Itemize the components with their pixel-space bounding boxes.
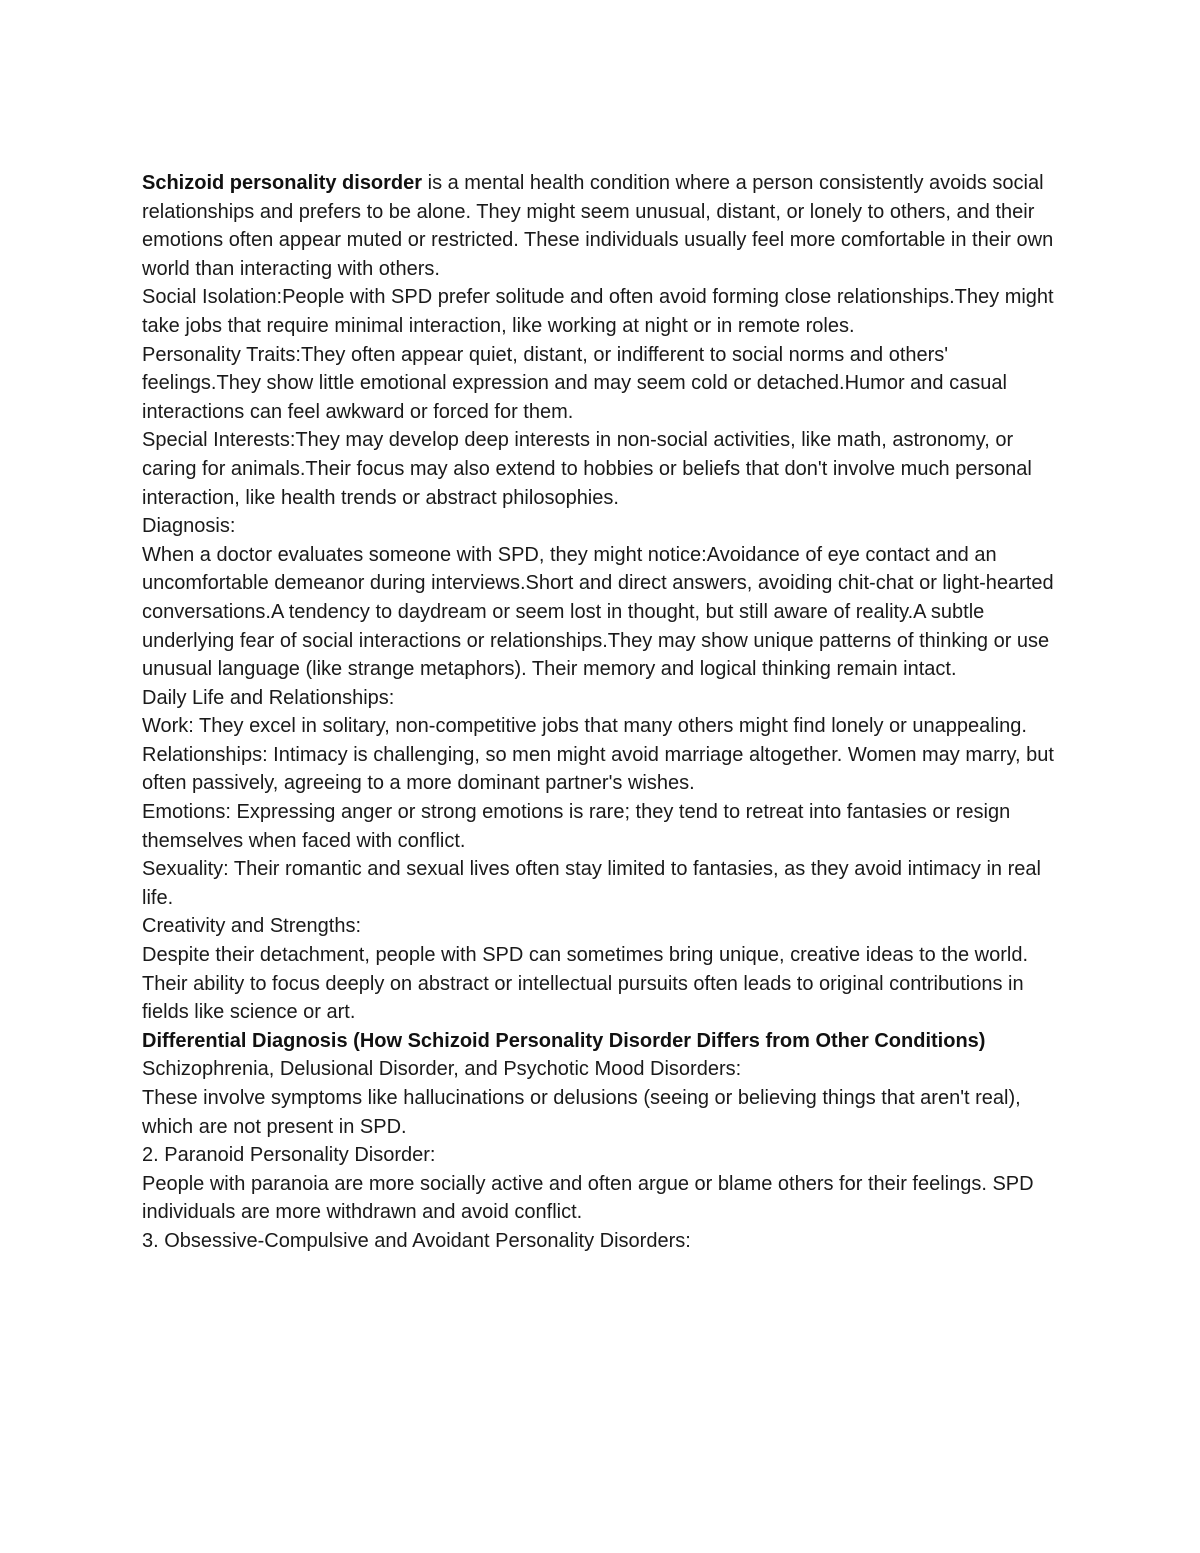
relationships-paragraph: Relationships: Intimacy is challenging, so men might avoid marriage altogether. Women may marry, but often passively, agreeing to a more dominant partner's wishes. [142,743,1054,795]
differential-heading-text: Differential Diagnosis (How Schizoid Personality Disorder Differs from Other Conditions) [142,1029,986,1052]
creativity-heading: Creativity and Strengths: [142,915,361,938]
personality-traits-paragraph: Personality Traits:They often appear quiet, distant, or indifferent to social norms and others' feelings.They show little emotional expression and may seem cold or detached.Humor and casual interactions can feel awkward or forced for them. [142,343,1007,423]
work-paragraph: Work: They excel in solitary, non-competitive jobs that many others might find lonely or unappealing. [142,715,1027,738]
intro-text: is a mental health condition where a person consistently avoids social relationships and prefers to be alone. They might seem unusual, distant, or lonely to others, and their emotions often appear muted or restricted. These individuals usually feel more comfortable in their own world than interacting with others. [142,172,1054,280]
document-body [142,169,1067,1256]
creativity-paragraph: Despite their detachment, people with SPD can sometimes bring unique, creative ideas to the world. Their ability to focus deeply on abstract or intellectual pursuits often leads to original contributions in fields like science or art. [142,944,1029,1024]
sexuality-paragraph: Sexuality: Their romantic and sexual lives often stay limited to fantasies, as they avoid intimacy in real life. [142,858,1041,909]
differential-item1-paragraph: These involve symptoms like hallucinations or delusions (seeing or believing things that aren't real), which are not present in SPD. [142,1087,1021,1138]
differential-item1-heading: Schizophrenia, Delusional Disorder, and Psychotic Mood Disorders: [142,1058,742,1081]
daily-life-heading: Daily Life and Relationships: [142,686,395,709]
diagnosis-paragraph: When a doctor evaluates someone with SPD, they might notice:Avoidance of eye contact and an uncomfortable demeanor during interviews.Short and direct answers, avoiding chit-chat or light-hearted conversations.A tendency to daydream or seem lost in thought, but still aware of reality.A subtle underlying fear of social interactions or relationships.They may show unique patterns of thinking or use unusual language (like strange metaphors). Their memory and logical thinking remain intact. [142,543,1054,681]
social-isolation-paragraph: Social Isolation:People with SPD prefer solitude and often avoid forming close relationships.They might take jobs that require minimal interaction, like working at night or in remote roles. [142,286,1054,337]
intro-paragraph [142,169,1067,283]
emotions-paragraph: Emotions: Expressing anger or strong emotions is rare; they tend to retreat into fantasies or resign themselves when faced with conflict. [142,801,1011,852]
intro-term: Schizoid personality disorder [142,172,423,194]
differential-item3-heading: 3. Obsessive-Compulsive and Avoidant Personality Disorders: [142,1229,691,1252]
diagnosis-heading: Diagnosis: [142,515,236,538]
differential-item2-paragraph: People with paranoia are more socially active and often argue or blame others for their feelings. SPD individuals are more withdrawn and avoid conflict. [142,1172,1034,1224]
differential-item2-heading: 2. Paranoid Personality Disorder: [142,1144,436,1167]
special-interests-paragraph: Special Interests:They may develop deep interests in non-social activities, like math, astronomy, or caring for animals.Their focus may also extend to hobbies or beliefs that don't involve much personal interaction, like health trends or abstract philosophies. [142,429,1032,509]
differential-heading [142,1027,1067,1056]
